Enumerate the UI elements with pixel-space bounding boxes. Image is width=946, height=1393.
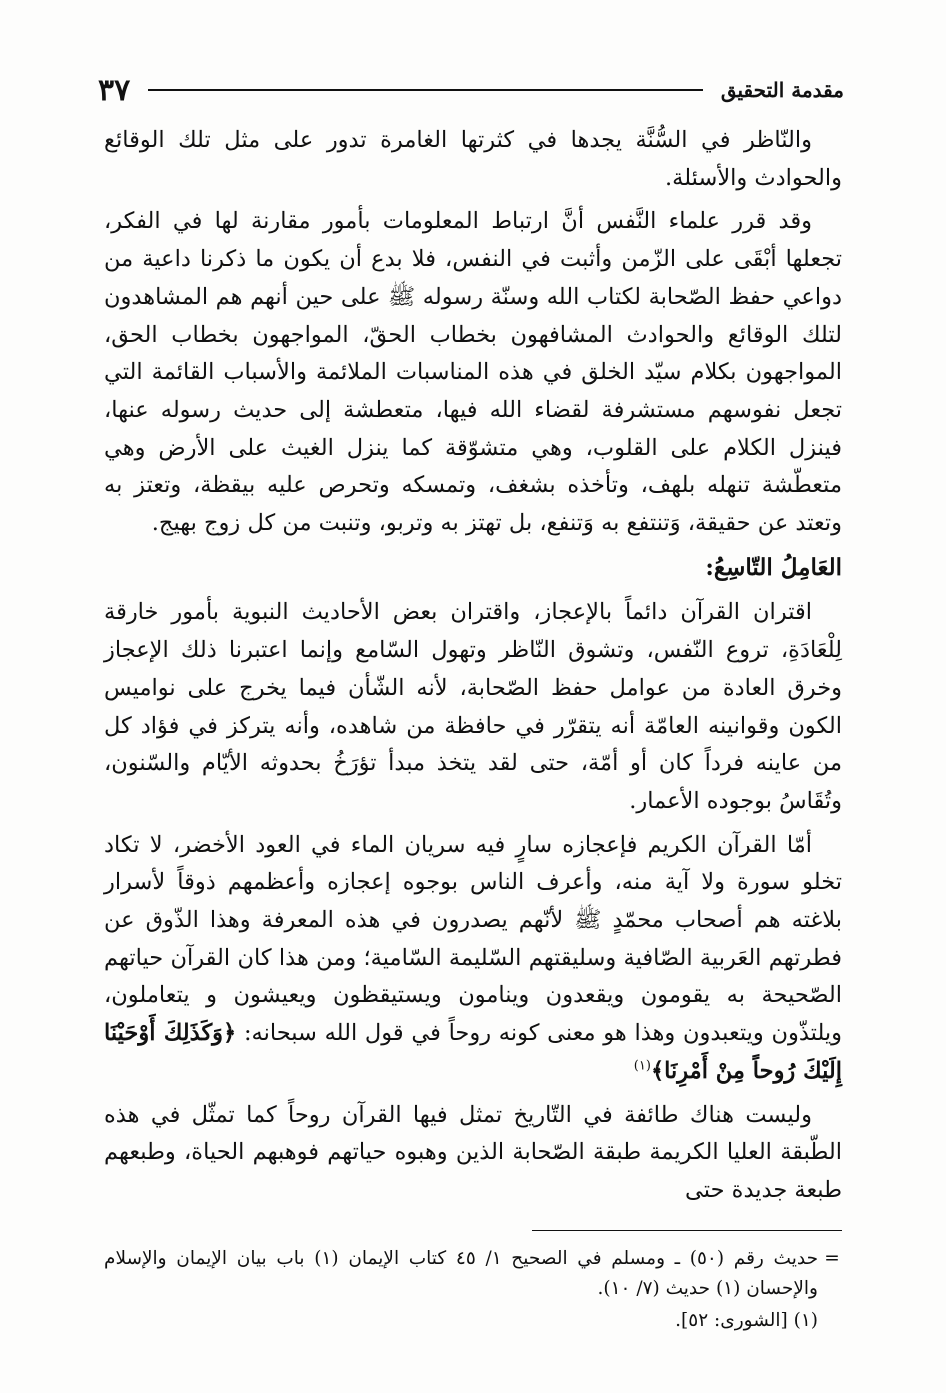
paragraph: والنّاظر في السُّنَّة يجدها في كثرتها الغامرة تدور على مثل تلك الوقائع والحوادث والأسئلة. — [104, 127, 842, 191]
paragraph — [104, 827, 842, 1091]
main-text — [104, 122, 842, 1216]
footnotes — [104, 1244, 846, 1338]
header-rule — [148, 89, 703, 91]
footnote-text: حديث رقم (٥٠) ـ ومسلم في الصحيح ١/ ٤٥ كتاب الإيمان (١) باب بيان الإيمان والإسلام والإحسان (١) حديث (٧/ ١٠). — [104, 1248, 819, 1299]
paragraph-text: أمّا القرآن الكريم فإعجازه سارٍ فيه سريان الماء في العود الأخضر، لا تكاد تخلو سورة ولا آية منه، وأعرف الناس بوجوه إعجازه وأعظمهم ذوقاً لأسرار بلاغته هم أصحاب محمّدٍ ﷺ لأنّهم يصدرون في هذه المعرفة وهذا الذّوق عن فطرتهم العَربية الصّافية وسليقتهم السّليمة السّامية؛ ومن هذا كان القرآن حياتهم الصّحيحة به يقومون ويقعدون وينامون ويستيقظون ويعيشون و يتعاملون، ويلتذّون ويتعبدون وهذا هو معنى كونه روحاً في قول الله سبحانه: — [104, 831, 843, 1047]
section-heading: العَامِلُ التّاسِعُ: — [705, 553, 842, 581]
footnote-text: (١) [الشورى: ٥٢]. — [675, 1310, 818, 1331]
running-title: مقدمة التحقيق — [720, 78, 844, 102]
footnote-reference[interactable]: (١) — [633, 1058, 651, 1074]
quran-verse: ﴿وَكَذَلِكَ أَوْحَيْنَا إِلَيْكَ رُوحاً مِنْ أَمْرِنَا﴾ — [104, 1020, 842, 1084]
running-header — [98, 70, 844, 110]
page-number: ٣٧ — [98, 72, 131, 108]
footnote-rule — [532, 1230, 842, 1231]
footnote-mark: = — [824, 1248, 840, 1269]
paragraph: وليست هناك طائفة في التّاريخ تمثل فيها القرآن روحاً كما تمثّل في هذه الطّبقة العليا الكريمة طبقة الصّحابة الذين وهبوه حياتهم فوهبهم الحياة، وطبعهم طبعة جديدة حتى — [104, 1101, 842, 1203]
paragraph: وقد قرر علماء النَّفس أنَّ ارتباط المعلومات بأمور مقارنة لها في الفكر، تجعلها أبْقَى على الزّمن وأثبت في النفس، فلا بدع أن يكون ما ذكرنا داعية من دواعي حفظ الصّحابة لكتاب الله وسنّة رسوله ﷺ على حين أنهم هم المشاهدون لتلك الوقائع والحوادث المشافهون بخطاب الحقّ، المواجهون بخطاب الحق، المواجهون بكلام سيّد الخلق في هذه المناسبات الملائمة والأسباب القائمة التي تجعل نفوسهم مستشرفة لقضاء الله فيها، متعطشة إلى حديث رسوله عنها، فينزل الكلام على القلوب، وهي متشوّقة كما ينزل الغيث على الأرض وهي متعطّشة تنهله بلهف، وتأخذه بشغف، وتمسكه وتحرص عليه بيقظة، وتعتز به وتعتد عن حقيقة، وَتنتفع به وَتنفع، بل تهتز به وتربو، وتنبت من كل زوج بهيج. — [104, 208, 842, 537]
paragraph: اقتران القرآن دائماً بالإعجاز، واقتران بعض الأحاديث النبوية بأمور خارقة لِلْعَادَةِ، تروع النّفس، وتشوق النّاظر وتهول السّامع وإنما اعتبرنا ذلك الإعجاز وخرق العادة من عوامل حفظ الصّحابة، لأنه الشّأن فيما يخرج على نواميس الكون وقوانينه العامّة أنه يتقرّر في حافظة من شاهده، وأنه يتركز في فؤاد كل من عاينه فرداً كان أو أمّة، حتى لقد يتخذ مبدأ تؤرَخُ بحدوثه الأيّام والسّنون، وتُقَاسُ بوجوده الأعمار. — [104, 599, 842, 814]
footnote — [104, 1306, 846, 1336]
footnote — [104, 1244, 846, 1304]
